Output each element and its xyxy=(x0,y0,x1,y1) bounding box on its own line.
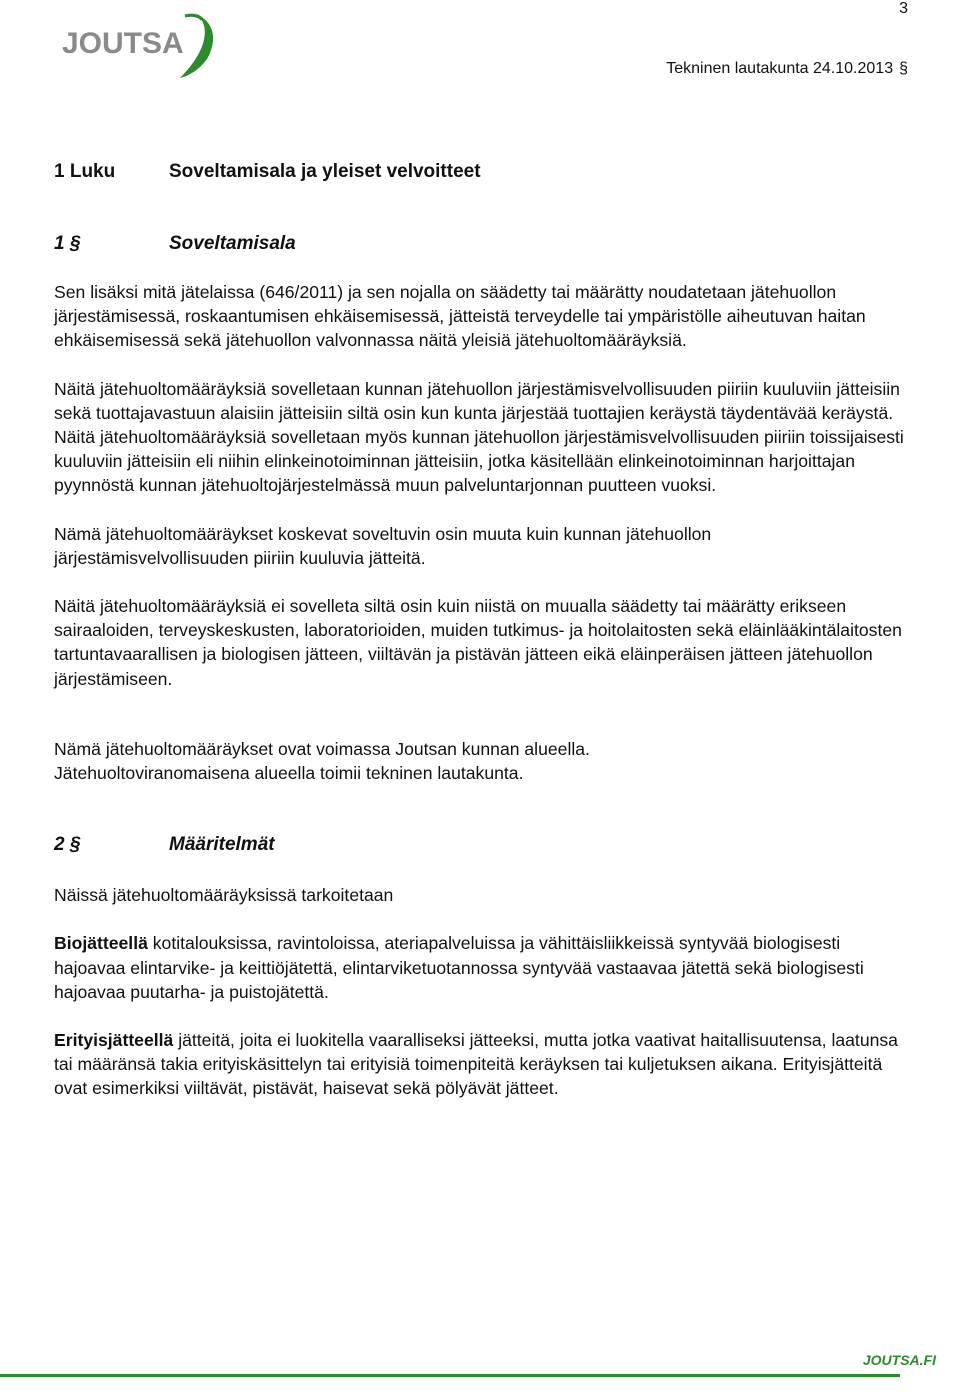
joutsa-logo xyxy=(60,8,230,88)
section-1-symbol: § xyxy=(69,232,81,254)
paragraph: Nämä jätehuoltomääräykset koskevat soveltuvin osin muuta kuin kunnan jätehuollon järjestämisvelvollisuuden piiriin kuuluvia jätteitä. xyxy=(54,523,712,568)
swan-logo-icon xyxy=(60,8,230,88)
meeting-label: Tekninen lautakunta 24.10.2013 xyxy=(666,60,894,77)
definition xyxy=(54,1028,904,1101)
section-2-number-wrap xyxy=(54,833,169,857)
footer-divider xyxy=(0,1374,900,1377)
paragraph: Sen lisäksi mitä jätelaissa (646/2011) ja sen nojalla on säädetty tai määrätty noudatetaan jätehuollon järjestämisessä, roskaantumisen ehkäisemisessä, jätteistä terveydelle tai ympäristölle aiheutuvan haitan ehkäisemisessä sekä jätehuollon valvonnassa näitä yleisiä jätehuoltomääräyksiä. xyxy=(54,282,866,351)
section-1-number-wrap xyxy=(54,232,169,256)
section-1-title: Soveltamisala xyxy=(169,232,296,254)
document-body xyxy=(54,160,904,1101)
meeting-header xyxy=(666,60,908,78)
definition xyxy=(54,931,904,1004)
definition-term: Erityisjätteellä xyxy=(54,1030,174,1051)
validity-block xyxy=(54,737,904,785)
section-1-heading xyxy=(54,230,904,258)
definition-text: kotitalouksissa, ravintoloissa, ateriapalveluissa ja vähittäisliikkeissä syntyvää biologisesti hajoavaa elintarvike- ja keittiöjätettä, elintarviketuotannossa syntyvää vastaavaa jätettä sekä biologisesti hajoavaa puutarha- ja puistojätettä. xyxy=(54,933,864,1002)
logo-wordmark: JOUTSA xyxy=(62,27,184,60)
paragraph: Näitä jätehuoltomääräyksiä ei sovelleta siltä osin kuin niistä on muualla säädetty tai määrätty erikseen sairaaloiden, terveyskeskusten, laboratorioiden, muiden tutkimus- ja hoitolaitosten sekä eläinlääkintälaitosten tartuntavaarallisen ja biologisen jätteen, viiltävän ja pistävän jätteen eikä eläinperäisen jätteen jätehuollon järjestämiseen. xyxy=(54,596,902,689)
chapter-heading xyxy=(54,160,904,188)
header-paragraph-symbol: § xyxy=(899,60,908,77)
page-number: 3 xyxy=(899,0,908,17)
definitions-intro: Näissä jätehuoltomääräyksissä tarkoitetaan xyxy=(54,885,394,906)
section-2-title: Määritelmät xyxy=(169,834,275,856)
definition-text: jätteitä, joita ei luokitella vaaralliseksi jätteeksi, mutta jotka vaativat haitallisuutensa, laatunsa tai määränsä takia erityiskäsittelyn tai erityisiä toimenpiteitä keräyksen tai kuljetuksen aikana. Erityisjätteitä ovat esimerkiksi viiltävät, pistävät, haisevat sekä pölyävät jätteet. xyxy=(54,1030,898,1099)
paragraph: Jätehuoltoviranomaisena alueella toimii tekninen lautakunta. xyxy=(54,763,524,784)
chapter-title: Soveltamisala ja yleiset velvoitteet xyxy=(169,161,481,182)
paragraph: Nämä jätehuoltomääräykset ovat voimassa Joutsan kunnan alueella. xyxy=(54,738,590,759)
section-2-heading xyxy=(54,831,904,859)
chapter-number: 1 Luku xyxy=(54,161,116,182)
paragraph: Näitä jätehuoltomääräyksiä sovelletaan kunnan jätehuollon järjestämisvelvollisuuden piiriin kuuluviin jätteisiin sekä tuottajavastuun alaisiin jätteisiin siltä osin kun kunta järjestää tuottajien keräystä täydentävää keräystä. Näitä jätehuoltomääräyksiä sovelletaan myös kunnan jätehuollon järjestämisvelvollisuuden piiriin toissijaisesti kuuluviin jätteisiin eli niihin elinkeinotoiminnan jätteisiin, jotka käsitellään elinkeinotoiminnan harjoittajan pyynnöstä kunnan jätehuoltojärjestelmässä muun palveluntarjonnan puutteen vuoksi. xyxy=(54,378,904,496)
footer-logo: JOUTSA.FI xyxy=(862,1352,936,1368)
section-2-symbol: § xyxy=(69,834,81,856)
section-1-number: 1 xyxy=(54,232,65,254)
section-2-number: 2 xyxy=(54,834,65,856)
definition-term: Biojätteellä xyxy=(54,933,148,954)
